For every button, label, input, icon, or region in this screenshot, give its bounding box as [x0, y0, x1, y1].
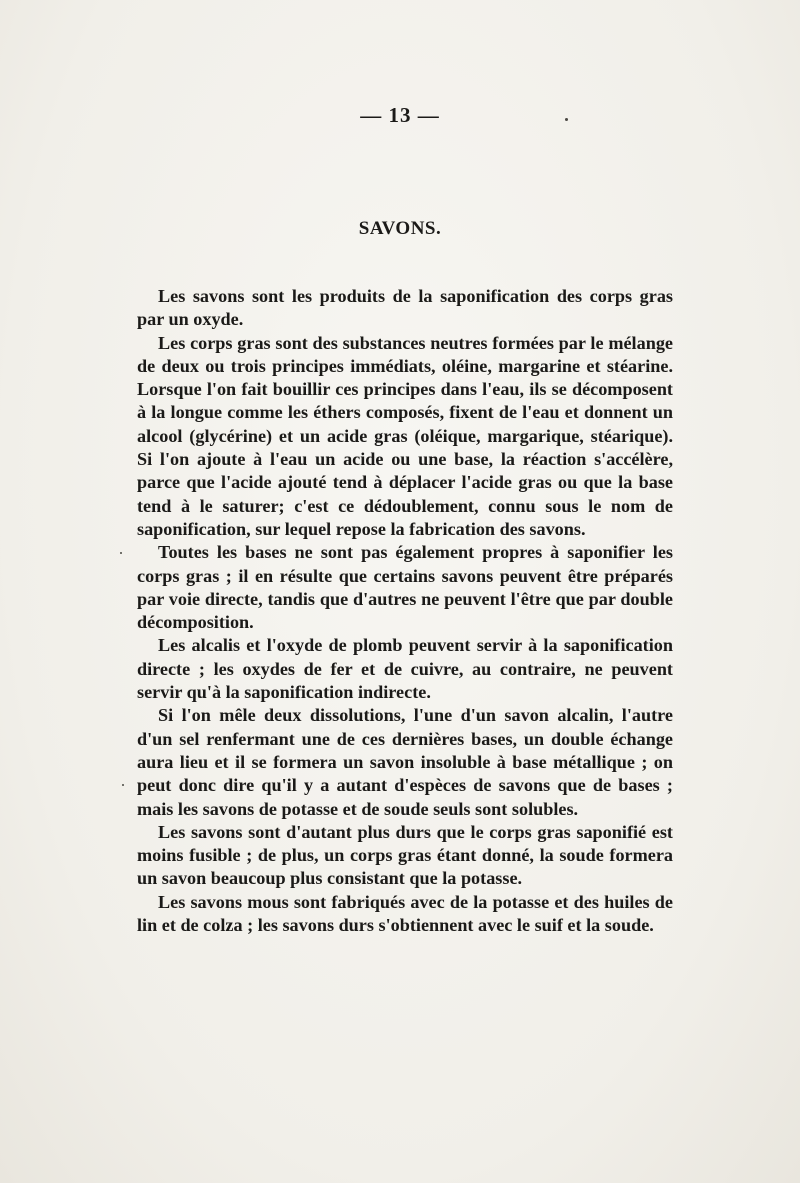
paragraph-1: Les savons sont les produits de la saponification des corps gras par un oxyde.	[137, 286, 673, 330]
page-number: — 13 —	[360, 103, 440, 127]
print-speck	[565, 118, 568, 121]
paragraph-3: Toutes les bases ne sont pas également propres à saponifier les corps gras ; il en résulte que certains savons peuvent être préparés par voie directe, tandis que d'autres ne peuvent l'être que par double décomposition.	[137, 542, 673, 633]
paragraph-2: Les corps gras sont des substances neutres formées par le mélange de deux ou trois principes immédiats, oléine, margarine et stéarine. Lorsque l'on fait bouillir ces principes dans l'eau, ils se décomposent à la longue comme les éthers composés, fixent de l'eau et donnent un alcool (glycérine) et un acide gras (oléique, margarique, stéarique). Si l'on ajoute à l'eau un acide ou une base, la réaction s'accélère, parce que l'acide ajouté tend à déplacer l'acide gras ou que la base tend à le saturer; c'est ce dédoublement, connu sous le nom de saponification, sur lequel repose la fabrication des savons.	[137, 332, 673, 539]
body-text	[137, 285, 673, 937]
paragraph-4: Les alcalis et l'oxyde de plomb peuvent servir à la saponification directe ; les oxydes de fer et de cuivre, au contraire, ne peuvent servir qu'à la saponification indirecte.	[137, 635, 673, 703]
section-title: SAVONS.	[358, 218, 442, 239]
paragraph-7: Les savons mous sont fabriqués avec de la potasse et des huiles de lin et de colza ; les savons durs s'obtiennent avec le suif et la soude.	[137, 891, 673, 936]
paragraph-5: Si l'on mêle deux dissolutions, l'une d'un savon alcalin, l'autre d'un sel renfermant une de ces dernières bases, un double échange aura lieu et il se formera un savon insoluble à base métallique ; on peut donc dire qu'il y a autant d'espèces de savons que de bases ; mais les savons de potasse et de soude seuls sont solubles.	[137, 705, 673, 819]
print-speck	[122, 784, 124, 786]
paragraph-6: Les savons sont d'autant plus durs que le corps gras saponifié est moins fusible ; de plus, un corps gras étant donné, la soude formera un savon beaucoup plus consistant que la potasse.	[137, 821, 673, 889]
print-speck	[120, 552, 122, 554]
